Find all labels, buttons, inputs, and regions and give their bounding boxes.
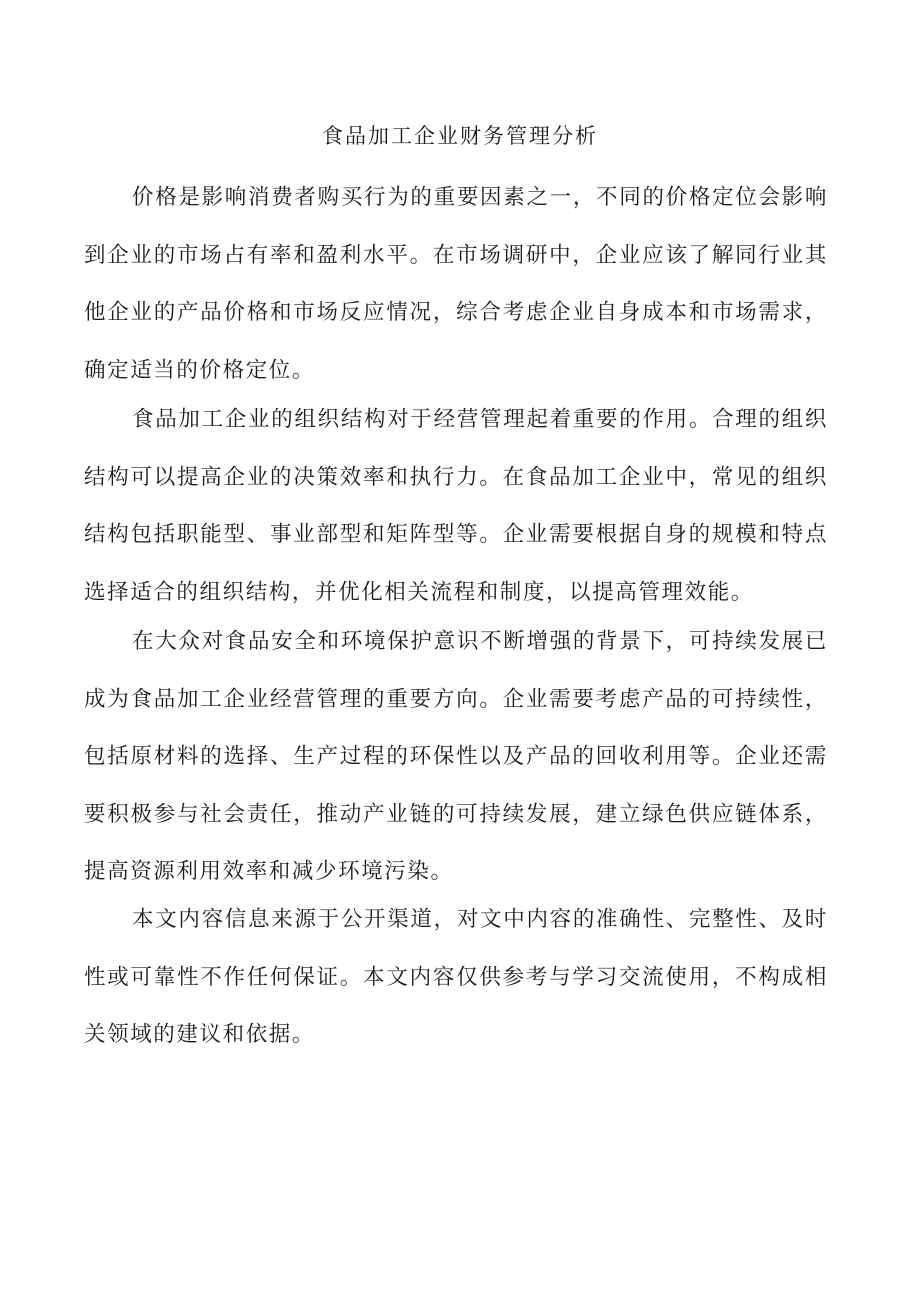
document-title: 食品加工企业财务管理分析 [322, 124, 598, 148]
paragraph-sustainability: 在大众对食品安全和环境保护意识不断增强的背景下，可持续发展已成为食品加工企业经营管理的重要方向。企业需要考虑产品的可持续性，包括原材料的选择、生产过程的环保性以及产品的回收利用等。企业还需要积极参与社会责任，推动产业链的可持续发展，建立绿色供应链体系，提高资源利用效率和减少环境污染。 [84, 629, 828, 884]
paragraph-disclaimer: 本文内容信息来源于公开渠道，对文中内容的准确性、完整性、及时性或可靠性不作任何保证。本文内容仅供参考与学习交流使用，不构成相关领域的建议和依据。 [84, 907, 828, 1047]
paragraph-pricing: 价格是影响消费者购买行为的重要因素之一，不同的价格定位会影响到企业的市场占有率和盈利水平。在市场调研中，企业应该了解同行业其他企业的产品价格和市场反应情况，综合考虑企业自身成本和市场需求，确定适当的价格定位。 [84, 185, 828, 383]
paragraph-organization: 食品加工企业的组织结构对于经营管理起着重要的作用。合理的组织结构可以提高企业的决策效率和执行力。在食品加工企业中，常见的组织结构包括职能型、事业部型和矩阵型等。企业需要根据自身的规模和特点选择适合的组织结构，并优化相关流程和制度，以提高管理效能。 [84, 407, 828, 605]
